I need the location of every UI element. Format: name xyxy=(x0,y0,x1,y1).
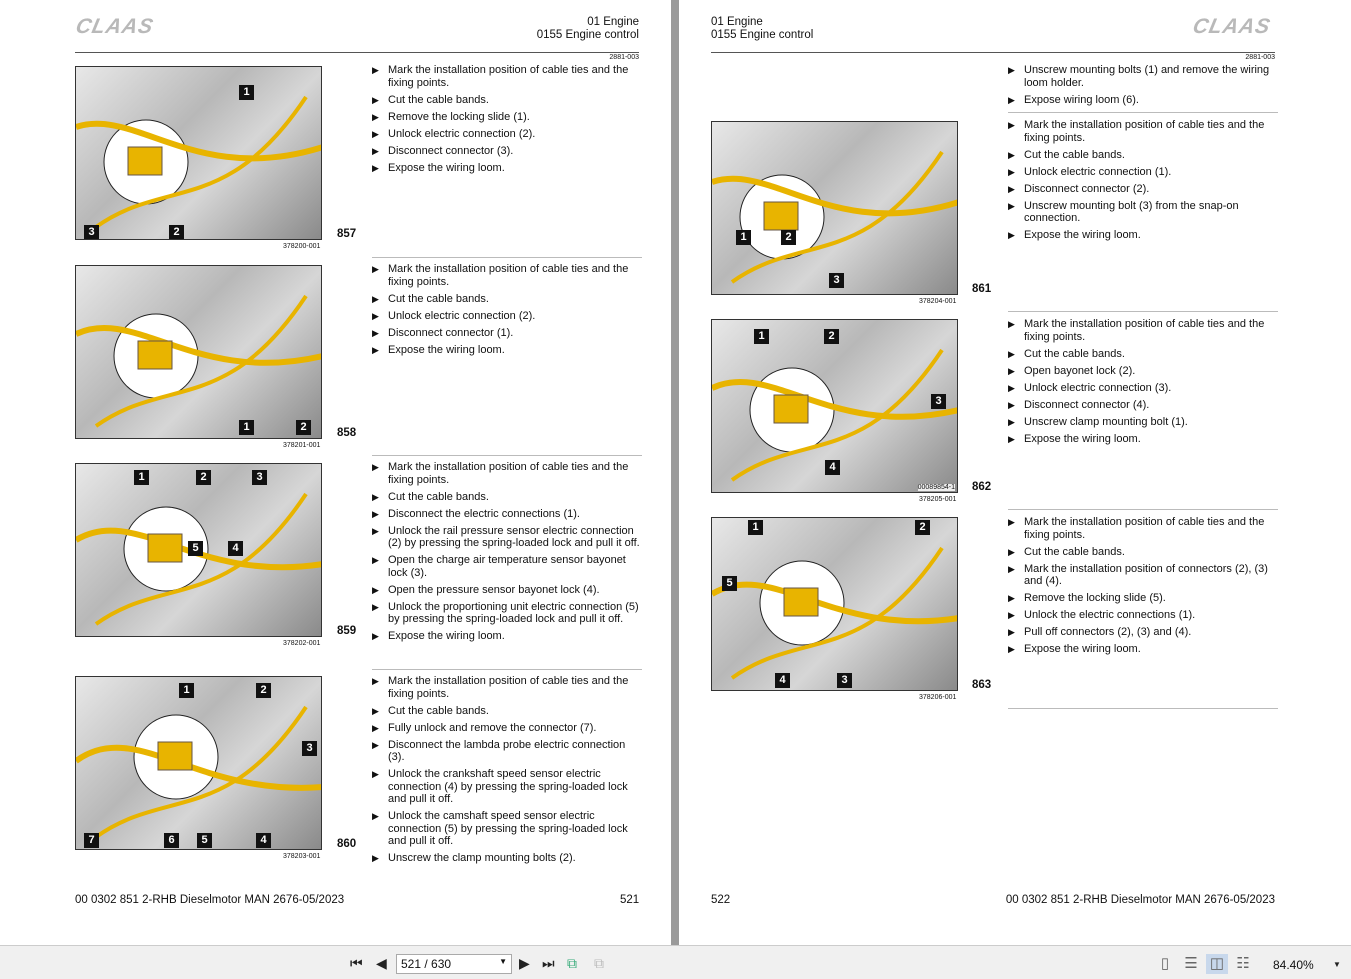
step-text: Cut the cable bands. xyxy=(1024,347,1125,360)
instruction-step xyxy=(1008,229,1276,242)
bullet-arrow-icon: ▶ xyxy=(372,739,379,750)
instruction-step xyxy=(372,64,640,89)
copy-icon[interactable]: ⧉ xyxy=(594,955,604,971)
figure-code: 378202-001 xyxy=(283,640,321,647)
instruction-step xyxy=(1008,416,1276,429)
instruction-step xyxy=(372,128,640,141)
callout-number: 1 xyxy=(239,420,254,435)
step-text: Open the charge air temperature sensor bayonet lock (3). xyxy=(388,554,626,579)
continuous-view-button[interactable]: ☰ xyxy=(1184,955,1198,972)
instruction-step xyxy=(1008,365,1276,378)
two-page-view-button[interactable]: ◫ xyxy=(1206,954,1228,974)
step-text: Cut the cable bands. xyxy=(388,704,489,717)
step-text: Expose wiring loom (6). xyxy=(1024,93,1139,106)
bullet-arrow-icon: ▶ xyxy=(372,264,379,274)
bullet-arrow-icon: ▶ xyxy=(372,631,379,641)
bullet-arrow-icon: ▶ xyxy=(1008,416,1015,427)
figure-illustration xyxy=(76,67,322,240)
step-text: Unlock the electric connections (1). xyxy=(1024,609,1196,621)
figure-858 xyxy=(75,265,322,439)
step-text: Cut the cable bands. xyxy=(388,292,489,305)
step-text: Open the pressure sensor bayonet lock (4). xyxy=(388,583,600,596)
bullet-arrow-icon: ▶ xyxy=(1008,644,1015,654)
callout-number: 1 xyxy=(239,85,254,100)
bullet-arrow-icon: ▶ xyxy=(372,145,379,156)
instruction-step xyxy=(1008,399,1276,412)
instruction-step xyxy=(372,810,640,848)
step-text: Remove the locking slide (1). xyxy=(388,110,530,123)
step-text: Cut the cable bands. xyxy=(1024,545,1125,558)
step-text: Expose the wiring loom. xyxy=(1024,643,1141,655)
instruction-step xyxy=(372,310,640,323)
step-text: Unlock the crankshaft speed sensor electric connection (4) by pressing the spring-loaded lock and pull it off. xyxy=(388,768,628,805)
instruction-step xyxy=(372,162,640,175)
instruction-step xyxy=(372,293,640,306)
claas-logo: CLAAS xyxy=(1190,15,1273,38)
figure-number: 861 xyxy=(972,283,992,295)
figure-number: 860 xyxy=(337,838,357,850)
figure-illustration xyxy=(76,677,322,850)
figure-illustration xyxy=(712,518,958,691)
callout-number: 4 xyxy=(256,833,271,848)
instruction-step xyxy=(372,852,640,865)
figure-859 xyxy=(75,463,322,637)
callout-number: 1 xyxy=(748,520,763,535)
step-text: Disconnect connector (2). xyxy=(1024,182,1150,195)
step-text: Mark the installation position of cable ties and the fixing points. xyxy=(1024,516,1265,541)
callout-number: 1 xyxy=(754,329,769,344)
step-text: Disconnect the electric connections (1). xyxy=(388,507,580,520)
footer-document: 00 0302 851 2-RHB Dieselmotor MAN 2676-05/2023 xyxy=(1005,894,1275,906)
instruction-step xyxy=(1008,563,1276,588)
section-divider xyxy=(1008,311,1278,312)
bullet-arrow-icon: ▶ xyxy=(372,293,379,304)
callout-number: 3 xyxy=(302,741,317,756)
bullet-arrow-icon: ▶ xyxy=(372,65,379,75)
last-page-button[interactable]: ⏭ xyxy=(542,955,555,971)
section-divider xyxy=(372,455,642,456)
figure-861 xyxy=(711,121,958,295)
bullet-arrow-icon: ▶ xyxy=(372,94,379,105)
footer-document: 00 0302 851 2-RHB Dieselmotor MAN 2676-05/2023 xyxy=(75,894,345,906)
step-text: Fully unlock and remove the connector (7). xyxy=(388,721,597,734)
step-text: Unlock electric connection (2). xyxy=(388,127,536,140)
callout-number: 4 xyxy=(775,673,790,688)
figure-number: 862 xyxy=(972,481,992,493)
next-page-button[interactable]: ▶ xyxy=(519,955,530,971)
bullet-arrow-icon: ▶ xyxy=(372,853,379,863)
step-text: Expose the wiring loom. xyxy=(388,343,505,356)
bullet-arrow-icon: ▶ xyxy=(372,555,379,565)
instruction-step xyxy=(1008,433,1276,446)
callout-number: 5 xyxy=(197,833,212,848)
instruction-step xyxy=(1008,546,1276,559)
callout-number: 1 xyxy=(179,683,194,698)
instruction-step xyxy=(372,111,640,124)
page-522 xyxy=(679,0,1351,945)
figure-860 xyxy=(75,676,322,850)
step-text: Unlock the proportioning unit electric connection (5) by pressing the spring-loaded lock and pull it off. xyxy=(388,600,639,625)
figure-inset-code: 00089854-1 xyxy=(917,484,955,491)
bullet-arrow-icon: ▶ xyxy=(1008,94,1015,105)
callout-number: 2 xyxy=(824,329,839,344)
step-text: Remove the locking slide (5). xyxy=(1024,592,1166,604)
instruction-step xyxy=(372,601,640,626)
instruction-step xyxy=(372,584,640,597)
bullet-arrow-icon: ▶ xyxy=(372,344,379,355)
bullet-arrow-icon: ▶ xyxy=(372,462,379,472)
callout-number: 2 xyxy=(169,225,184,240)
header-rule xyxy=(711,52,1275,53)
instruction-list xyxy=(1008,516,1276,660)
bullet-arrow-icon: ▶ xyxy=(1008,365,1015,376)
instruction-step xyxy=(1008,200,1276,225)
footer-page-number: 522 xyxy=(711,894,731,906)
bullet-arrow-icon: ▶ xyxy=(1008,348,1015,359)
figure-illustration xyxy=(76,266,322,439)
section-divider xyxy=(1008,509,1278,510)
callout-number: 7 xyxy=(84,833,99,848)
bullet-arrow-icon: ▶ xyxy=(1008,563,1015,574)
section-title: 0155 Engine control xyxy=(711,29,814,41)
instruction-step xyxy=(372,344,640,357)
callout-number: 2 xyxy=(781,230,796,245)
callout-number: 3 xyxy=(837,673,852,688)
step-text: Unscrew mounting bolts (1) and remove the wiring loom holder. xyxy=(1024,64,1270,89)
step-text: Mark the installation position of cable ties and the fixing points. xyxy=(388,263,629,288)
step-text: Expose the wiring loom. xyxy=(388,630,505,642)
instruction-step xyxy=(372,263,640,288)
bullet-arrow-icon: ▶ xyxy=(372,327,379,338)
instruction-list xyxy=(1008,318,1276,450)
callout-number: 2 xyxy=(296,420,311,435)
section-divider xyxy=(1008,708,1278,709)
instruction-step xyxy=(1008,626,1276,639)
instruction-list xyxy=(372,263,640,361)
section-title: 0155 Engine control xyxy=(536,29,639,41)
callout-number: 3 xyxy=(829,273,844,288)
figure-857 xyxy=(75,66,322,240)
instruction-step xyxy=(372,630,640,643)
step-text: Cut the cable bands. xyxy=(388,490,489,503)
step-text: Mark the installation position of cable ties and the fixing points. xyxy=(388,64,629,89)
step-text: Cut the cable bands. xyxy=(388,93,489,106)
instruction-step xyxy=(372,327,640,340)
bullet-arrow-icon: ▶ xyxy=(1008,382,1015,393)
bullet-arrow-icon: ▶ xyxy=(1008,517,1015,527)
callout-number: 2 xyxy=(196,470,211,485)
bullet-arrow-icon: ▶ xyxy=(372,508,379,519)
instruction-step xyxy=(1008,382,1276,395)
instruction-step xyxy=(372,705,640,718)
step-text: Unscrew the clamp mounting bolts (2). xyxy=(388,852,576,864)
zoom-level[interactable]: 84.40% xyxy=(1273,958,1314,972)
callout-number: 4 xyxy=(228,541,243,556)
section-header xyxy=(711,16,813,42)
instruction-list xyxy=(1008,119,1276,246)
figure-code: 378201-001 xyxy=(283,442,321,449)
instruction-step xyxy=(1008,166,1276,179)
instruction-step xyxy=(1008,348,1276,361)
page-521 xyxy=(0,0,671,945)
step-text: Expose the wiring loom. xyxy=(388,161,505,174)
bullet-arrow-icon: ▶ xyxy=(372,111,379,122)
bullet-arrow-icon: ▶ xyxy=(372,584,379,595)
step-text: Expose the wiring loom. xyxy=(1024,229,1141,241)
bullet-arrow-icon: ▶ xyxy=(372,128,379,139)
figure-number: 857 xyxy=(337,228,357,240)
instruction-step xyxy=(372,525,640,550)
first-page-button[interactable]: ⏮ xyxy=(350,955,363,971)
viewer-toolbar xyxy=(0,945,1351,979)
step-text: Mark the installation position of connectors (2), (3) and (4). xyxy=(1024,562,1268,587)
callout-number: 5 xyxy=(188,541,203,556)
step-text: Disconnect connector (1). xyxy=(388,326,514,339)
instruction-step xyxy=(1008,592,1276,605)
instruction-list xyxy=(1008,64,1276,111)
figure-number: 859 xyxy=(337,625,357,637)
step-text: Unlock electric connection (2). xyxy=(388,309,536,322)
step-text: Unlock electric connection (1). xyxy=(1024,165,1172,178)
step-text: Mark the installation position of cable ties and the fixing points. xyxy=(1024,119,1265,144)
document-code: 2881-003 xyxy=(1245,54,1275,61)
step-text: Unlock electric connection (3). xyxy=(1024,381,1172,394)
bullet-arrow-icon: ▶ xyxy=(1008,433,1015,444)
section-divider xyxy=(372,669,642,670)
figure-code: 378205-001 xyxy=(919,496,957,503)
bullet-arrow-icon: ▶ xyxy=(1008,230,1015,240)
figure-code: 378204-001 xyxy=(919,298,957,305)
single-page-view-button[interactable]: ▯ xyxy=(1160,955,1170,972)
instruction-step xyxy=(372,491,640,504)
step-text: Unscrew mounting bolt (3) from the snap-on connection. xyxy=(1024,199,1239,224)
instruction-list xyxy=(372,64,640,179)
step-text: Mark the installation position of cable ties and the fixing points. xyxy=(1024,318,1265,343)
chapter-title: 01 Engine xyxy=(711,16,763,28)
callout-number: 3 xyxy=(931,394,946,409)
instruction-step xyxy=(372,675,640,700)
instruction-step xyxy=(1008,183,1276,196)
figure-code: 378203-001 xyxy=(283,853,321,860)
instruction-step xyxy=(372,94,640,107)
step-text: Mark the installation position of cable ties and the fixing points. xyxy=(388,461,629,486)
page-number-input[interactable] xyxy=(396,954,512,974)
step-text: Unlock the rail pressure sensor electric connection (2) by pressing the spring-loaded lock and pull it off. xyxy=(388,524,640,549)
bullet-arrow-icon: ▶ xyxy=(372,811,379,821)
figure-illustration xyxy=(712,122,958,295)
bullet-arrow-icon: ▶ xyxy=(372,722,379,733)
bullet-arrow-icon: ▶ xyxy=(372,525,379,536)
bullet-arrow-icon: ▶ xyxy=(1008,319,1015,329)
step-text: Unscrew clamp mounting bolt (1). xyxy=(1024,415,1188,428)
instruction-step xyxy=(372,768,640,806)
bullet-arrow-icon: ▶ xyxy=(1008,593,1015,603)
instruction-step xyxy=(1008,149,1276,162)
figure-code: 378206-001 xyxy=(919,694,957,701)
footer-page-number: 521 xyxy=(620,894,640,906)
step-text: Disconnect connector (4). xyxy=(1024,398,1150,411)
callout-number: 6 xyxy=(164,833,179,848)
instruction-step xyxy=(372,739,640,764)
step-text: Pull off connectors (2), (3) and (4). xyxy=(1024,626,1192,638)
figure-number: 863 xyxy=(972,679,992,691)
instruction-step xyxy=(372,554,640,579)
section-divider xyxy=(372,257,642,258)
callout-number: 2 xyxy=(915,520,930,535)
bullet-arrow-icon: ▶ xyxy=(372,310,379,321)
bullet-arrow-icon: ▶ xyxy=(1008,149,1015,160)
chapter-title: 01 Engine xyxy=(587,16,639,28)
bullet-arrow-icon: ▶ xyxy=(1008,546,1015,557)
zoom-dropdown-icon[interactable]: ▼ xyxy=(1333,960,1341,969)
instruction-step xyxy=(1008,609,1276,622)
document-code: 2881-003 xyxy=(609,54,639,61)
instruction-step xyxy=(372,461,640,486)
bullet-arrow-icon: ▶ xyxy=(372,601,379,612)
step-text: Unlock the camshaft speed sensor electric connection (5) by pressing the spring-loaded lock and pull it off. xyxy=(388,810,628,847)
instruction-step xyxy=(372,145,640,158)
rotate-icon[interactable]: ⧉ xyxy=(567,955,577,971)
bullet-arrow-icon: ▶ xyxy=(1008,200,1015,211)
callout-number: 3 xyxy=(252,470,267,485)
callout-number: 2 xyxy=(256,683,271,698)
two-page-continuous-view-button[interactable]: ☷ xyxy=(1236,955,1250,972)
bullet-arrow-icon: ▶ xyxy=(372,676,379,686)
bullet-arrow-icon: ▶ xyxy=(1008,120,1015,130)
instruction-list xyxy=(372,461,640,647)
header-rule xyxy=(75,52,639,53)
instruction-step xyxy=(1008,119,1276,144)
instruction-step xyxy=(1008,516,1276,541)
bullet-arrow-icon: ▶ xyxy=(372,769,379,779)
bullet-arrow-icon: ▶ xyxy=(1008,610,1015,620)
instruction-step xyxy=(1008,64,1276,89)
instruction-step xyxy=(1008,643,1276,656)
callout-number: 1 xyxy=(134,470,149,485)
callout-number: 4 xyxy=(825,460,840,475)
bullet-arrow-icon: ▶ xyxy=(372,491,379,502)
callout-number: 1 xyxy=(736,230,751,245)
step-text: Mark the installation position of cable ties and the fixing points. xyxy=(388,675,629,700)
callout-number: 3 xyxy=(84,225,99,240)
step-text: Cut the cable bands. xyxy=(1024,148,1125,161)
bullet-arrow-icon: ▶ xyxy=(1008,65,1015,75)
step-text: Disconnect connector (3). xyxy=(388,144,514,157)
step-text: Disconnect the lambda probe electric connection (3). xyxy=(388,738,626,763)
figure-862 xyxy=(711,319,958,493)
section-divider xyxy=(1008,112,1278,113)
figure-863 xyxy=(711,517,958,691)
bullet-arrow-icon: ▶ xyxy=(1008,183,1015,194)
bullet-arrow-icon: ▶ xyxy=(1008,166,1015,177)
prev-page-button[interactable]: ◀ xyxy=(376,955,387,971)
bullet-arrow-icon: ▶ xyxy=(1008,399,1015,410)
instruction-step xyxy=(1008,318,1276,343)
instruction-step xyxy=(372,722,640,735)
bullet-arrow-icon: ▶ xyxy=(372,705,379,716)
claas-logo: CLAAS xyxy=(73,15,156,38)
instruction-list xyxy=(372,675,640,869)
page-number-value: 521 / 630 xyxy=(401,957,452,971)
bullet-arrow-icon: ▶ xyxy=(372,162,379,173)
step-text: Expose the wiring loom. xyxy=(1024,432,1141,445)
instruction-step xyxy=(1008,94,1276,107)
section-header xyxy=(537,16,639,42)
instruction-step xyxy=(372,508,640,521)
figure-code: 378200-001 xyxy=(283,243,321,250)
chevron-down-icon[interactable]: ▼ xyxy=(499,957,507,966)
step-text: Open bayonet lock (2). xyxy=(1024,364,1136,377)
callout-number: 5 xyxy=(722,576,737,591)
bullet-arrow-icon: ▶ xyxy=(1008,627,1015,637)
figure-number: 858 xyxy=(337,427,357,439)
